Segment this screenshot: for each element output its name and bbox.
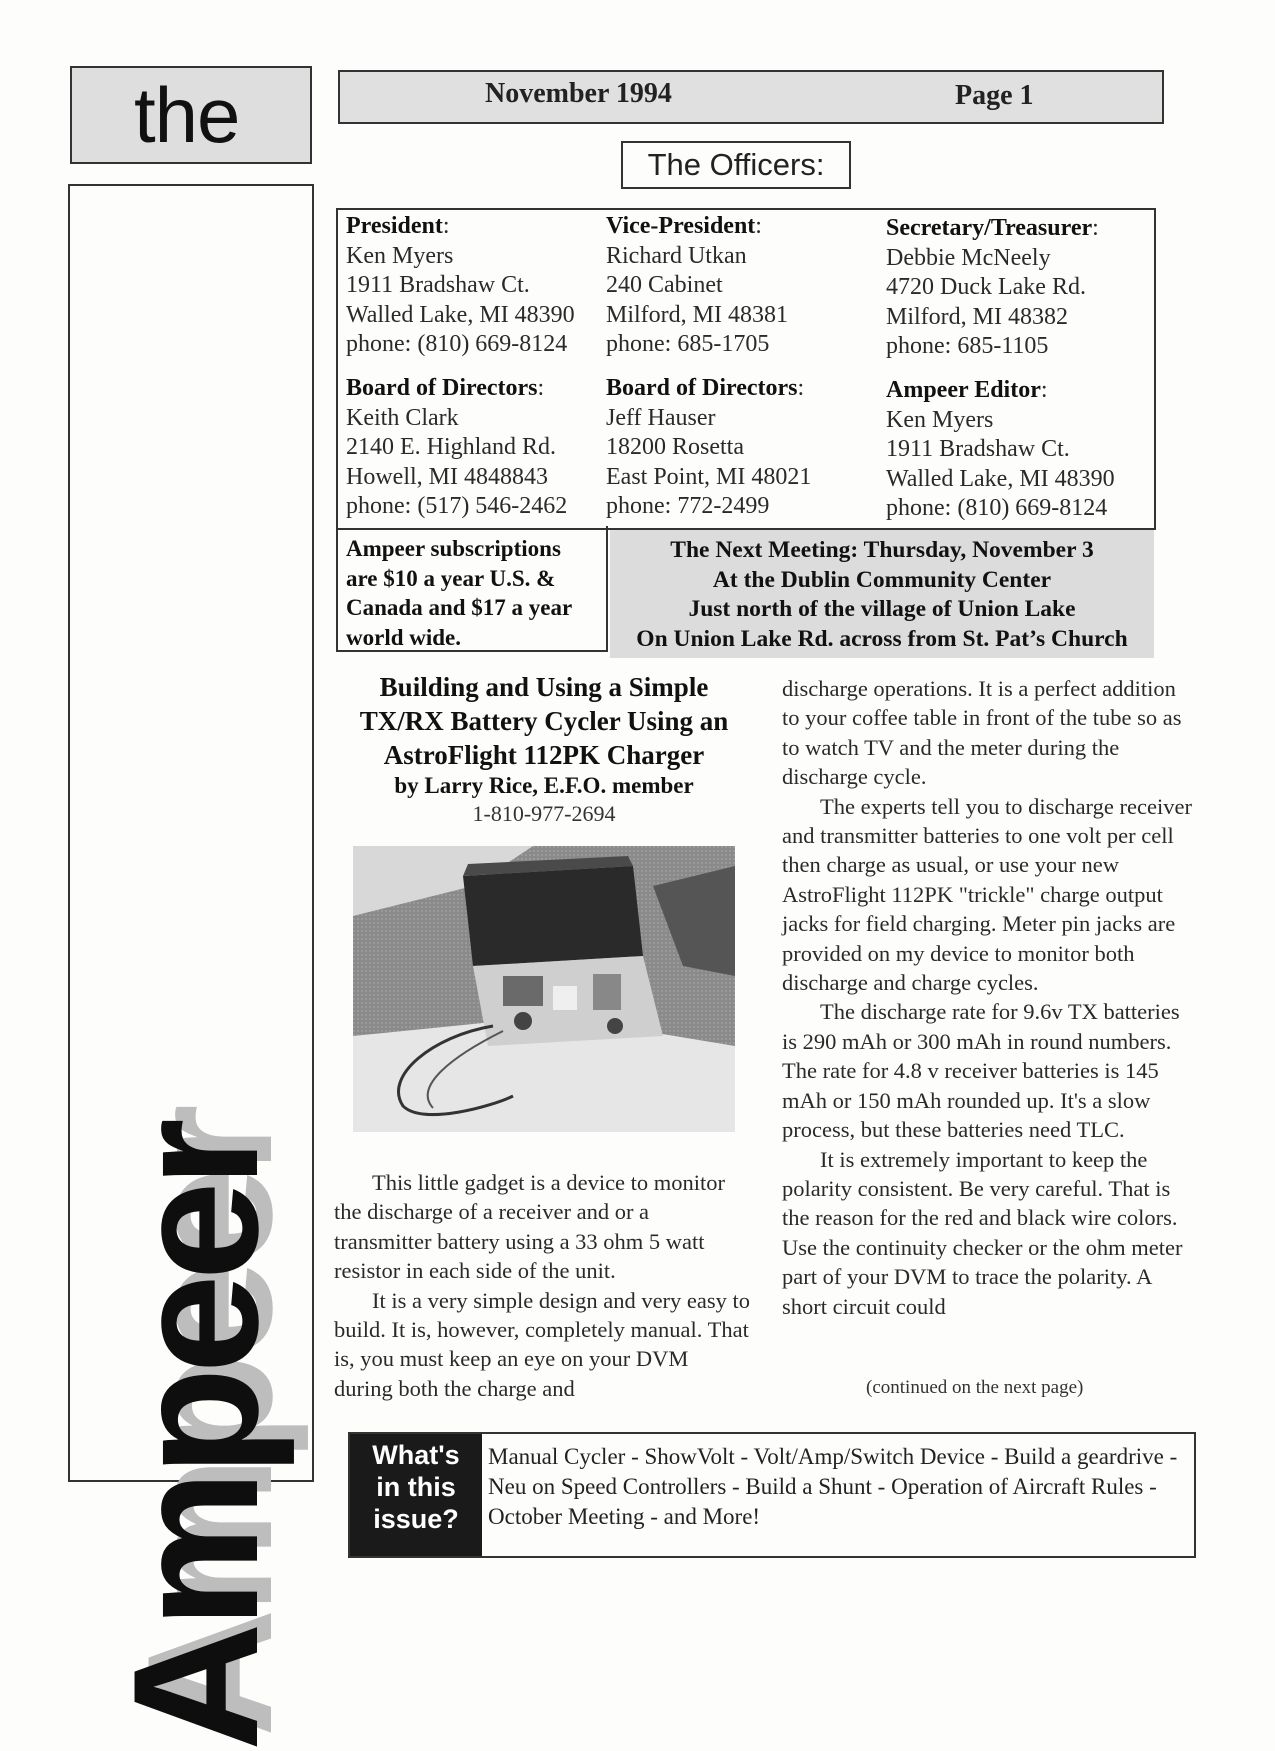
article-paragraph: It is a very simple design and very easy to build. It is, however, completely manual. That is, you must keep an eye on your DVM during both the charge and xyxy=(334,1287,751,1401)
subscriptions-line: world wide. xyxy=(346,624,461,650)
officer-role: Secretary/Treasurer xyxy=(886,215,1093,241)
officer-name: Debbie McNeely xyxy=(886,244,1051,271)
officer-city: Milford, MI 48381 xyxy=(606,301,788,328)
officer-ampeer-editor: Ampeer Editor: Ken Myers 1911 Bradshaw Ct. Walled Lake, MI 48390 phone: (810) 669-8124 xyxy=(886,377,1115,521)
subscriptions-line: Ampeer subscriptions xyxy=(346,536,561,561)
masthead-the: the xyxy=(134,71,240,159)
battery-cycler-photo xyxy=(353,846,735,1132)
officer-name: Keith Clark xyxy=(346,404,459,431)
officer-role: Board of Directors xyxy=(346,375,538,401)
officer-address: 2140 E. Highland Rd. xyxy=(346,434,556,460)
article-title xyxy=(334,670,754,772)
officer-address: 4720 Duck Lake Rd. xyxy=(886,274,1086,300)
officer-name: Ken Myers xyxy=(886,406,994,433)
article-column-right xyxy=(782,674,1192,1321)
masthead-ampeer-box xyxy=(68,184,314,1751)
officer-name: Ken Myers xyxy=(346,242,454,269)
next-meeting-box xyxy=(610,530,1154,658)
officer-address: 18200 Rosetta xyxy=(606,434,744,460)
officer-address: 1911 Bradshaw Ct. xyxy=(886,436,1070,462)
battery-cycler-photo-graphic xyxy=(353,846,735,1132)
officer-role: President xyxy=(346,213,443,239)
officer-phone: phone: 685-1105 xyxy=(886,333,1049,359)
meeting-line: At the Dublin Community Center xyxy=(712,566,1052,593)
officer-role: Ampeer Editor xyxy=(886,377,1041,403)
article-paragraph: It is extremely important to keep the polarity consistent. Be very careful. That is the reason for the red and black wire colors. Use the continuity checker or the ohm meter part of your DVM to trace the polarity. A short circuit could xyxy=(782,1146,1183,1319)
officers-grid xyxy=(336,208,1156,530)
issue-date: November 1994 xyxy=(485,78,672,109)
officer-address: 1911 Bradshaw Ct. xyxy=(346,272,530,298)
officer-phone: phone: (810) 669-8124 xyxy=(886,495,1108,521)
article-title-line: TX/RX Battery Cycler Using an xyxy=(359,706,729,736)
officer-city: East Point, MI 48021 xyxy=(606,463,812,490)
officers-title: The Officers: xyxy=(621,141,851,189)
article-title-line: AstroFlight 112PK Charger xyxy=(383,740,705,770)
in-this-issue-box xyxy=(348,1432,1196,1558)
officer-name: Jeff Hauser xyxy=(606,404,716,431)
continued-note: (continued on the next page) xyxy=(866,1377,1084,1398)
article-paragraph: The discharge rate for 9.6v TX batteries is 290 mAh or 300 mAh in round numbers. The rate for 4.8 v receiver batteries is 145 mAh or 150 mAh rounded up. It's a slow process, but these batteries need TLC. xyxy=(782,999,1180,1143)
officer-phone: phone: 772-2499 xyxy=(606,493,770,519)
officer-role: Vice-President xyxy=(606,213,756,239)
officer-board-director-2: Board of Directors: Jeff Hauser 18200 Rosetta East Point, MI 48021 phone: 772-2499 xyxy=(606,375,812,519)
subscriptions-line: Canada and $17 a year xyxy=(346,595,573,620)
masthead-ampeer-title: Ampeer xyxy=(96,1124,295,1751)
meeting-line: Just north of the village of Union Lake xyxy=(688,596,1076,622)
in-this-issue-label-line: in this xyxy=(376,1472,456,1502)
officer-city: Walled Lake, MI 48390 xyxy=(886,465,1115,492)
officer-name: Richard Utkan xyxy=(606,242,747,269)
page-number: Page 1 xyxy=(955,80,1034,111)
officer-secretary-treasurer: Secretary/Treasurer: Debbie McNeely 4720 Duck Lake Rd. Milford, MI 48382 phone: 685-1105 xyxy=(886,215,1099,359)
article-author-phone: 1-810-977-2694 xyxy=(472,801,616,826)
officer-phone: phone: (810) 669-8124 xyxy=(346,331,568,357)
subscriptions-line: are $10 a year U.S. & xyxy=(346,565,556,591)
article-paragraph: The experts tell you to discharge receiver and transmitter batteries to one volt per cell then charge as usual, or use your new AstroFlight 112PK "trickle" charge output jacks for field charging. Meter pin jacks are provided on my device to monitor both discharge and charge cycles. xyxy=(782,793,1192,996)
officer-role: Board of Directors xyxy=(606,375,798,401)
officer-phone: phone: 685-1705 xyxy=(606,331,770,357)
officer-phone: phone: (517) 546-2462 xyxy=(346,493,568,519)
meeting-line: The Next Meeting: Thursday, November 3 xyxy=(670,537,1094,563)
article-byline: by Larry Rice, E.F.O. member xyxy=(394,773,694,798)
officer-city: Milford, MI 48382 xyxy=(886,303,1068,330)
officer-city: Walled Lake, MI 48390 xyxy=(346,301,575,328)
in-this-issue-label xyxy=(350,1434,482,1556)
masthead-the-box xyxy=(70,66,312,164)
officer-vice-president: Vice-President: Richard Utkan 240 Cabinet Milford, MI 48381 phone: 685-1705 xyxy=(606,213,788,357)
article-title-line: Building and Using a Simple xyxy=(379,672,709,702)
meeting-line: On Union Lake Rd. across from St. Pat’s Church xyxy=(636,625,1128,652)
officer-address: 240 Cabinet xyxy=(606,272,723,298)
officer-board-director-1: Board of Directors: Keith Clark 2140 E. Highland Rd. Howell, MI 4848843 phone: (517) 546-2462 xyxy=(346,375,568,519)
in-this-issue-label-line: issue? xyxy=(373,1504,459,1534)
header-bar xyxy=(338,70,1164,124)
article-column-left xyxy=(334,1168,752,1403)
in-this-issue-contents: Manual Cycler - ShowVolt - Volt/Amp/Switch Device - Build a geardrive - Neu on Speed Controllers - Build a Shunt - Operation of Aircraft Rules - October Meeting - and More! xyxy=(488,1444,1178,1529)
subscriptions-box xyxy=(336,526,608,652)
article-paragraph: This little gadget is a device to monitor the discharge of a receiver and or a transmitter battery using a 33 ohm 5 watt resistor in each side of the unit. xyxy=(334,1170,726,1284)
officer-city: Howell, MI 4848843 xyxy=(346,463,548,490)
officer-president: President: Ken Myers 1911 Bradshaw Ct. Walled Lake, MI 48390 phone: (810) 669-8124 xyxy=(346,213,575,357)
article-paragraph: discharge operations. It is a perfect addition to your coffee table in front of the tube so as to watch TV and the meter during the discharge cycle. xyxy=(782,676,1182,790)
in-this-issue-label-line: What's xyxy=(372,1440,460,1470)
